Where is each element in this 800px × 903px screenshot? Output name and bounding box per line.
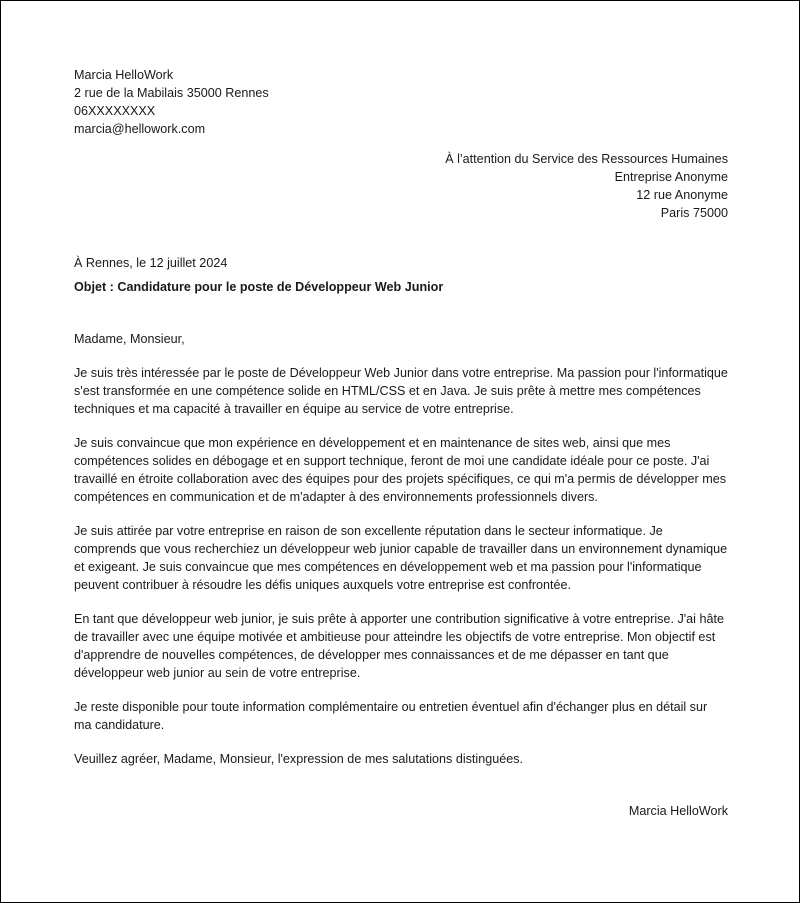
recipient-city: Paris 75000: [660, 206, 728, 220]
cover-letter: [74, 66, 728, 820]
body-paragraph: Je reste disponible pour toute information complémentaire ou entretien éventuel afin d'échanger plus en détail sur ma candidature.: [74, 700, 708, 732]
recipient-block: [74, 150, 728, 222]
body-paragraph: Je suis convaincue que mon expérience en développement et en maintenance de sites web, ainsi que mes compétences solides en débogage et en support technique, feront de moi une candidate idéale pour ce poste. J'ai travaillé en étroite collaboration avec des équipes pour des projets spécifiques, ce qui m'a permis de développer mes compétences en communication et de m'adapter à des environnements professionnels divers.: [74, 436, 727, 504]
letter-subject: Objet : Candidature pour le poste de Développeur Web Junior: [74, 280, 444, 294]
letter-salutation: Madame, Monsieur,: [74, 332, 185, 346]
sender-phone: 06XXXXXXXX: [74, 104, 156, 118]
sender-address: 2 rue de la Mabilais 35000 Rennes: [74, 86, 269, 100]
letter-date: À Rennes, le 12 juillet 2024: [74, 256, 228, 270]
recipient-street: 12 rue Anonyme: [636, 188, 728, 202]
recipient-company: Entreprise Anonyme: [614, 170, 728, 184]
letter-signature: Marcia HelloWork: [628, 804, 728, 818]
sender-email: marcia@hellowork.com: [74, 122, 206, 136]
recipient-attention: À l’attention du Service des Ressources Humaines: [445, 152, 728, 166]
letter-closing: Veuillez agréer, Madame, Monsieur, l'expression de mes salutations distinguées.: [74, 752, 524, 766]
body-paragraph: Je suis très intéressée par le poste de Développeur Web Junior dans votre entreprise. Ma passion pour l'informatique s'est transformée en une compétence solide en HTML/CSS et en Java. Je suis prête à mettre mes compétences techniques et ma capacité à travailler en équipe au service de votre entreprise.: [74, 366, 728, 416]
body-paragraph: Je suis attirée par votre entreprise en raison de son excellente réputation dans le secteur informatique. Je comprends que vous recherchiez un développeur web junior capable de travailler dans un environnement dynamique et exigeant. Je suis convaincue que mes compétences en développement web et ma passion pour l'informatique peuvent contribuer à résoudre les défis uniques auxquels votre entreprise est confrontée.: [74, 524, 728, 592]
sender-block: [74, 66, 728, 138]
sender-name: Marcia HelloWork: [74, 68, 174, 82]
body-paragraph: En tant que développeur web junior, je suis prête à apporter une contribution significative à votre entreprise. J'ai hâte de travailler avec une équipe motivée et ambitieuse pour atteindre les objectifs de votre entreprise. Mon objectif est d'apprendre de nouvelles compétences, de développer mes connaissances et de me dépasser en tant que développeur web junior au sein de votre entreprise.: [74, 612, 724, 680]
